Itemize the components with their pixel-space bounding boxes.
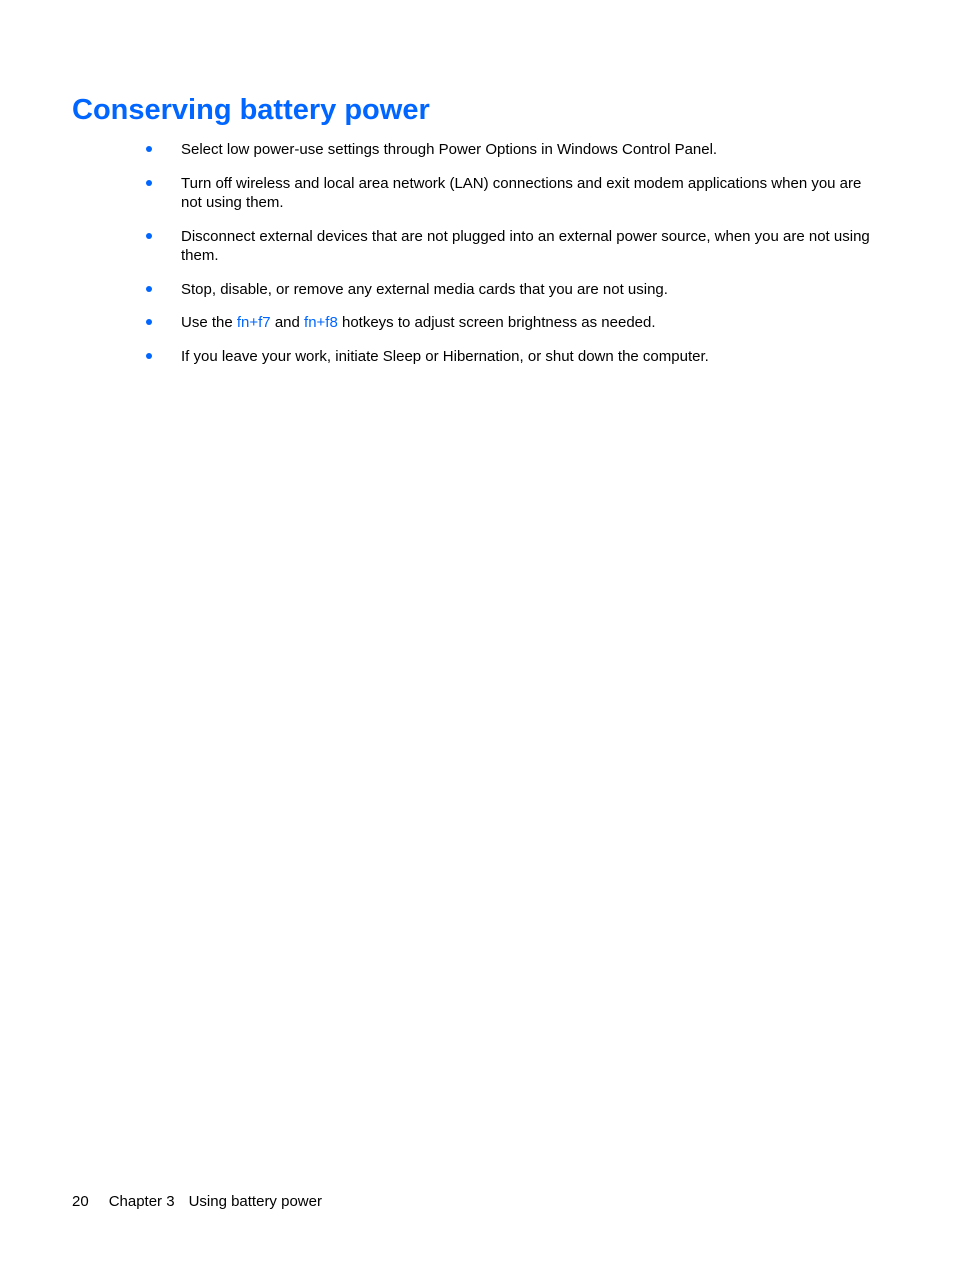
list-item-text: Select low power-use settings through Power Options in Windows Control Panel. xyxy=(181,141,718,158)
list-item-text: Disconnect external devices that are not plugged into an external power source, when you are not using them. xyxy=(181,228,870,264)
hotkey-fn-f8-link[interactable]: fn+f8 xyxy=(304,314,338,331)
footer-chapter-title: Using battery power xyxy=(188,1193,322,1210)
list-item-text xyxy=(181,313,871,332)
bullet-icon xyxy=(146,146,152,152)
list-item-text: Turn off wireless and local area network (LAN) connections and exit modem applications when you are not using them. xyxy=(181,175,862,211)
page-footer xyxy=(72,1192,322,1211)
hotkey-fn-f7-link[interactable]: fn+f7 xyxy=(236,314,271,331)
footer-chapter: Chapter 3 xyxy=(108,1193,175,1210)
bullet-icon xyxy=(146,286,152,292)
bullet-icon xyxy=(146,353,152,359)
list-item-text-prefix: Use the xyxy=(181,314,237,331)
list-item-text: If you leave your work, initiate Sleep or Hibernation, or shut down the computer. xyxy=(181,348,709,365)
list-item-text: Stop, disable, or remove any external media cards that you are not using. xyxy=(181,281,668,298)
page-number: 20 xyxy=(72,1193,89,1210)
list-item-text-middle: and xyxy=(270,314,305,331)
list-item-text-suffix: hotkeys to adjust screen brightness as needed. xyxy=(337,314,656,331)
bullet-icon xyxy=(146,180,152,186)
bullet-icon xyxy=(146,319,152,325)
bullet-icon xyxy=(146,233,152,239)
page-title: Conserving battery power xyxy=(72,94,430,126)
